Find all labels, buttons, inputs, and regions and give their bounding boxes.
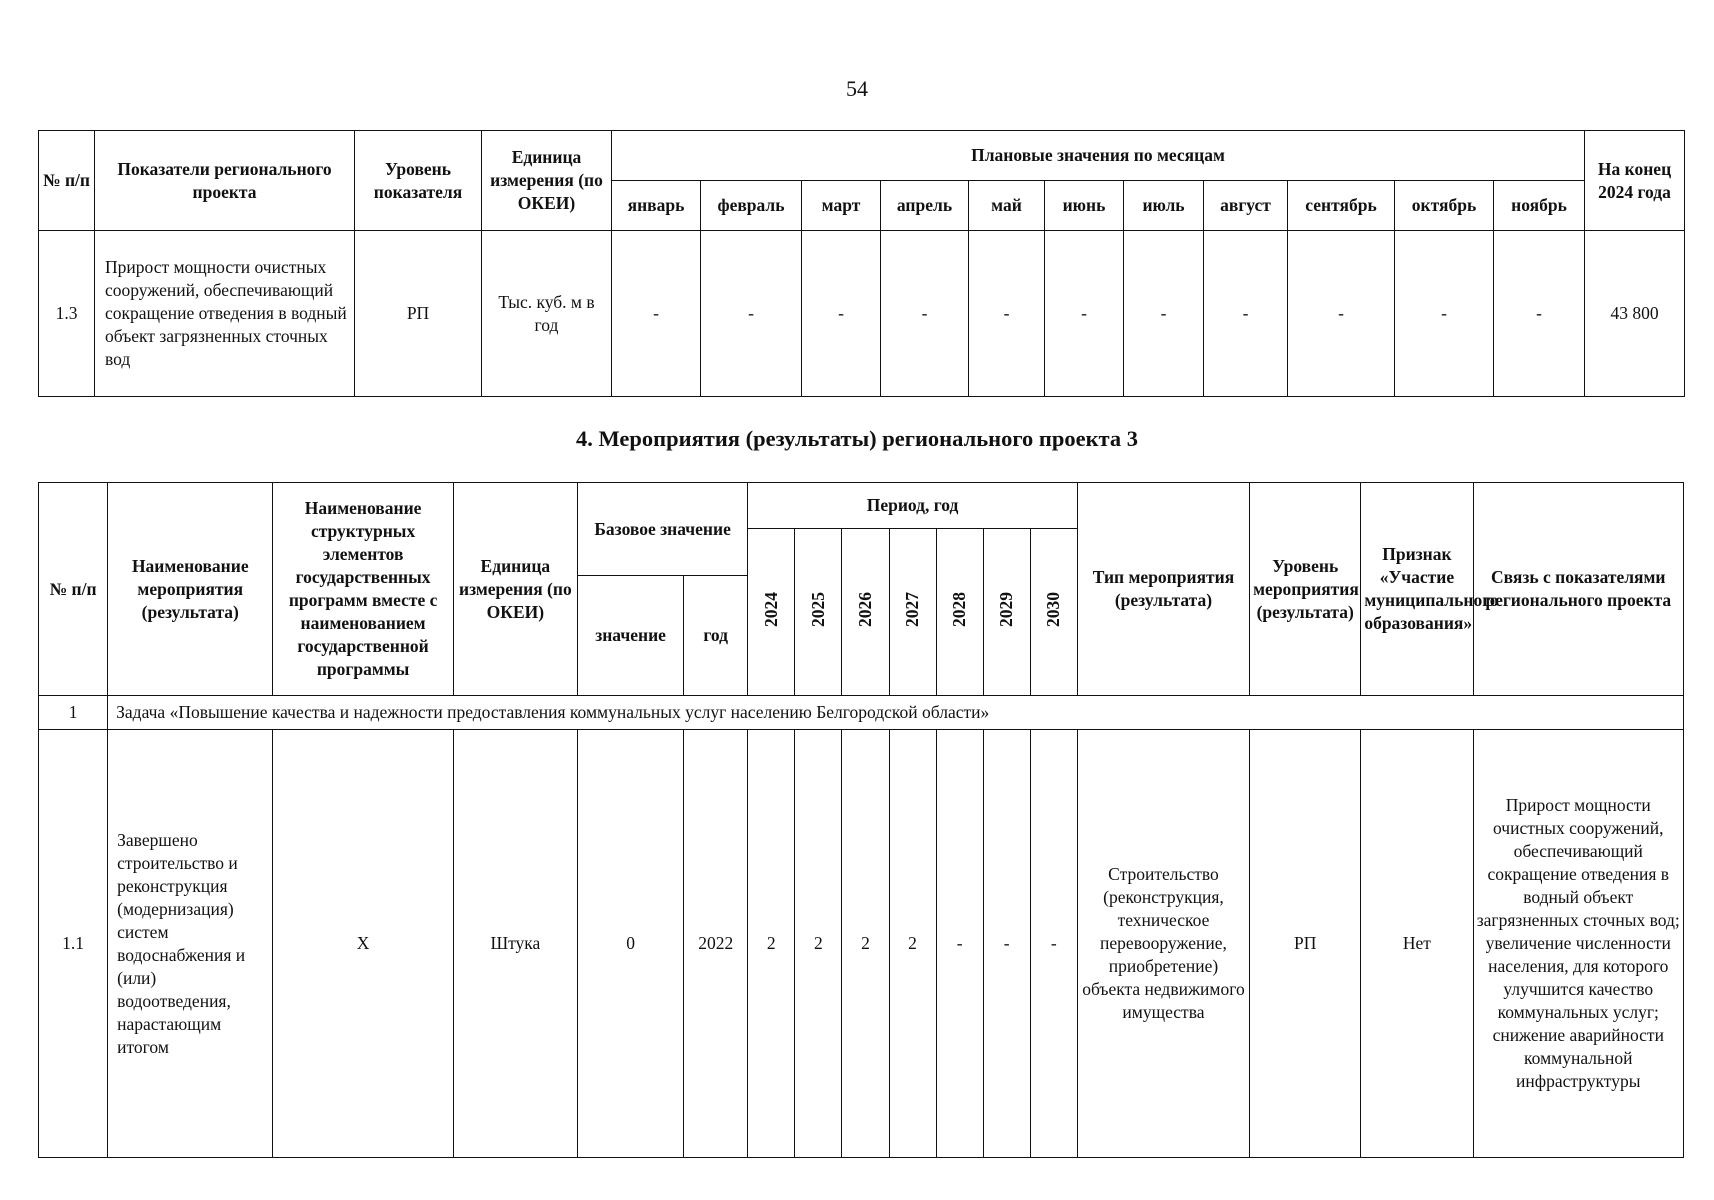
- header-month: январь: [612, 181, 701, 231]
- cell-level: РП: [355, 231, 482, 397]
- cell-type: Строительство (реконструкция, техническое перевооружение, приобретение) объекта недвижимого имущества: [1077, 730, 1249, 1158]
- cell-link: Прирост мощности очистных сооружений, обеспечивающий сокращение отведения в водный объект загрязненных сточных вод; увеличение численности населения, для которого улучшится качество коммунальных услуг; снижение аварийности коммунальной инфраструктуры: [1473, 730, 1683, 1158]
- header-struct: Наименование структурных элементов государственных программ вместе с наименованием государственной программы: [273, 483, 453, 696]
- cell-month: -: [1494, 231, 1585, 397]
- cell-year: 2: [889, 730, 936, 1158]
- cell-name: Завершено строительство и реконструкция (модернизация) систем водоснабжения и (или) водоотведения, нарастающим итогом: [108, 730, 273, 1158]
- header-month: июль: [1124, 181, 1204, 231]
- table-row: [39, 730, 1684, 1158]
- cell-year: 2: [795, 730, 842, 1158]
- header-month: июнь: [1045, 181, 1124, 231]
- header-year: 2029: [996, 591, 1017, 627]
- activities-table: [38, 482, 1684, 1158]
- cell-year: -: [983, 730, 1030, 1158]
- header-year: 2030: [1043, 591, 1064, 627]
- section-title: 4. Мероприятия (результаты) регионального проекта 3: [575, 426, 1138, 451]
- header-year: 2026: [854, 591, 875, 627]
- header-level: Уровень мероприятия (результата): [1250, 483, 1361, 696]
- header-base-year: год: [684, 576, 748, 696]
- cell-struct: Х: [273, 730, 453, 1158]
- cell-month: -: [1045, 231, 1124, 397]
- header-base-value: значение: [577, 576, 683, 696]
- cell-month: -: [802, 231, 881, 397]
- cell-unit: Штука: [453, 730, 577, 1158]
- header-month: ноябрь: [1494, 181, 1585, 231]
- cell-indicator: Прирост мощности очистных сооружений, обеспечивающий сокращение отведения в водный объект загрязненных сточных вод: [95, 231, 355, 397]
- task-text: Задача «Повышение качества и надежности предоставления коммунальных услуг населению Белгородской области»: [108, 696, 1684, 730]
- page-number: 54: [846, 76, 868, 101]
- indicators-table: [38, 130, 1685, 397]
- header-municipal: Признак «Участие муниципального образования»: [1361, 483, 1473, 696]
- cell-unit: Тыс. куб. м в год: [482, 231, 612, 397]
- header-level: Уровень показателя: [355, 131, 482, 231]
- cell-year: -: [1030, 730, 1077, 1158]
- cell-end: 43 800: [1585, 231, 1685, 397]
- cell-month: -: [1395, 231, 1494, 397]
- header-type: Тип мероприятия (результата): [1077, 483, 1249, 696]
- header-month: август: [1204, 181, 1288, 231]
- header-link: Связь с показателями регионального проекта: [1473, 483, 1683, 696]
- cell-month: -: [1288, 231, 1395, 397]
- task-row: [39, 696, 1684, 730]
- header-month: май: [969, 181, 1045, 231]
- header-year: 2025: [807, 591, 828, 627]
- cell-month: -: [612, 231, 701, 397]
- header-end: На конец 2024 года: [1585, 131, 1685, 231]
- cell-municipal: Нет: [1361, 730, 1473, 1158]
- cell-month: -: [969, 231, 1045, 397]
- header-num: № п/п: [39, 483, 108, 696]
- header-base: Базовое значение: [577, 483, 747, 576]
- header-month: октябрь: [1395, 181, 1494, 231]
- header-month: сентябрь: [1288, 181, 1395, 231]
- cell-num: 1.1: [39, 730, 108, 1158]
- header-indicator: Показатели регионального проекта: [95, 131, 355, 231]
- header-period: Период, год: [748, 483, 1078, 529]
- cell-year: 2: [748, 730, 795, 1158]
- cell-base-value: 0: [577, 730, 683, 1158]
- cell-month: -: [881, 231, 969, 397]
- header-plan: Плановые значения по месяцам: [612, 131, 1585, 181]
- header-year: 2028: [949, 591, 970, 627]
- header-num: № п/п: [39, 131, 95, 231]
- header-month: февраль: [701, 181, 802, 231]
- cell-base-year: 2022: [684, 730, 748, 1158]
- cell-year: -: [936, 730, 983, 1158]
- header-unit: Единица измерения (по ОКЕИ): [482, 131, 612, 231]
- task-num: 1: [39, 696, 108, 730]
- header-month: апрель: [881, 181, 969, 231]
- header-year: 2024: [760, 591, 781, 627]
- header-unit: Единица измерения (по ОКЕИ): [453, 483, 577, 696]
- header-name: Наименование мероприятия (результата): [108, 483, 273, 696]
- table-row: [39, 231, 1685, 397]
- header-month: март: [802, 181, 881, 231]
- cell-month: -: [1204, 231, 1288, 397]
- cell-num: 1.3: [39, 231, 95, 397]
- cell-month: -: [1124, 231, 1204, 397]
- cell-year: 2: [842, 730, 889, 1158]
- cell-month: -: [701, 231, 802, 397]
- cell-level: РП: [1250, 730, 1361, 1158]
- header-year: 2027: [902, 591, 923, 627]
